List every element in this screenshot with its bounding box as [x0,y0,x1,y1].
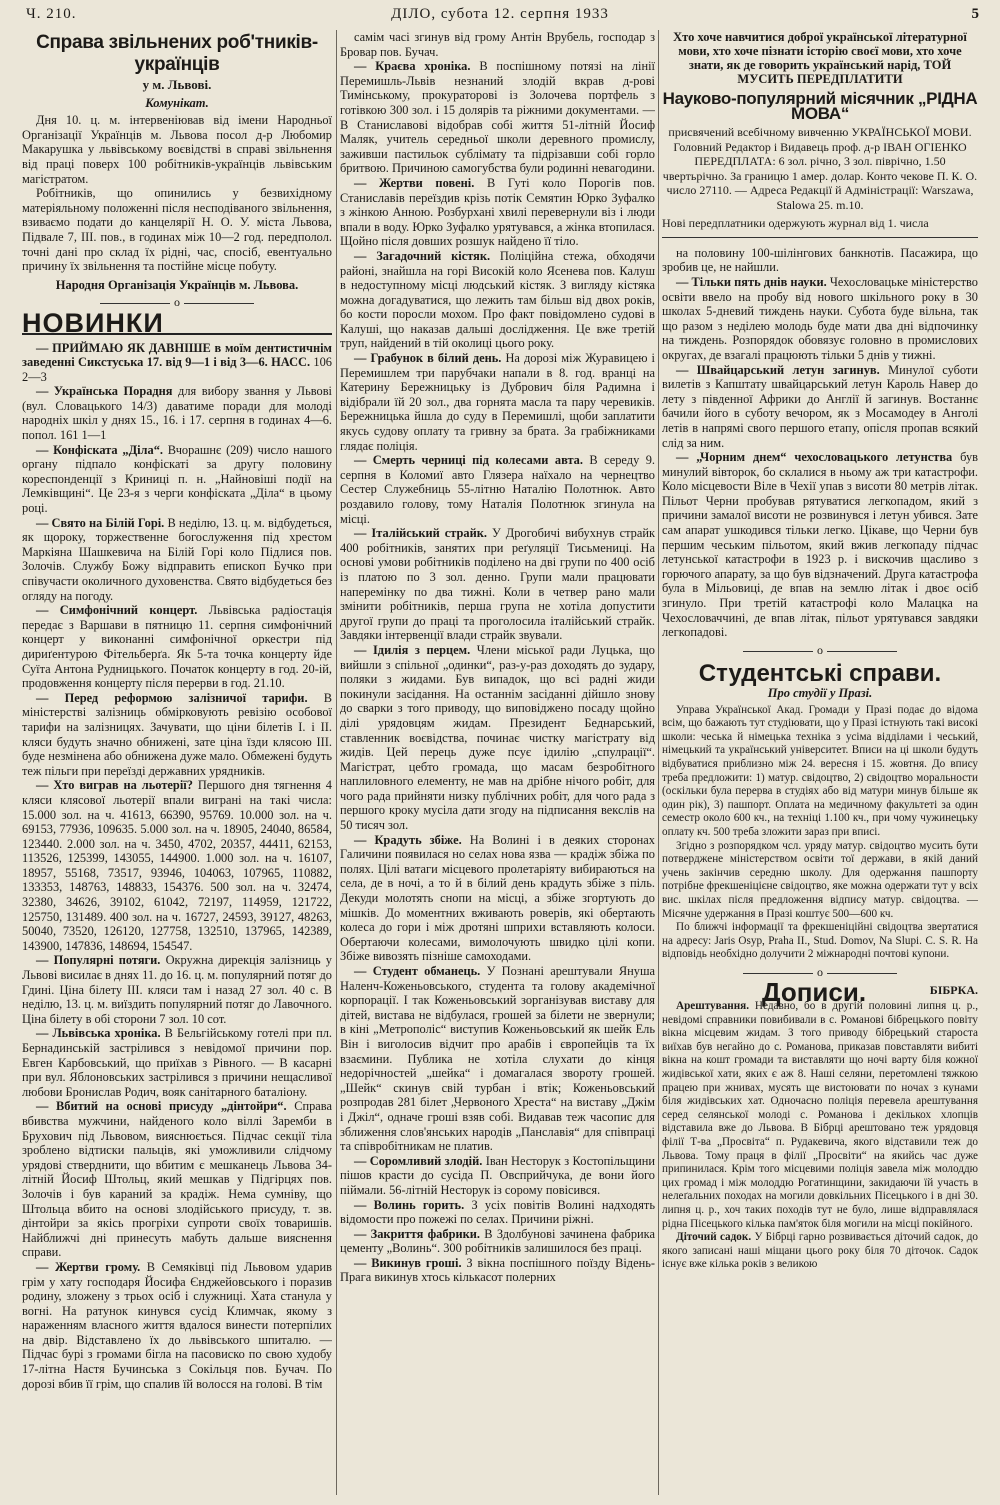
students-paragraph: Управа Української Акад. Громади у Празі подає до відома всім, що бажають тут студіювати, що у Празі істнують такі високі школи: чеська й німецька техніка з усіма відділами і чеський, німецький та український університет. Вписи на ці школи будуть відбуватися приблизно між 24. вересня і 15. жовтня. До впису треба предложити: 1) матур. свідоцтво, 2) свідоцтво моральности (оскільки була перерва в студіях або від матури минув більше як один рік), 3) пашпорт. Оплата на медичному факультеті за один семестр около 600 кч., на техніці 1.100 кч., при чому чужинецьку оплату кч. 500 треба зложити зараз при вписі. [662,703,978,838]
news-item-body: 106 2—3 [22,355,332,384]
news-item [22,778,332,953]
news-item-body: Чехословацьке міністерство освіти ввело на пробу від нового шкільного року в 30 школах 5-дневий тиждень науки. Субота буде вільна, так що разом з неділею молодь буде мати два дні відпочинку на тиждень. Розпорядок обовязує головно в промислових округах, де взагалі працюють тільки 5 днів у тижні. [662,274,978,362]
news-item [662,275,978,363]
news-item [662,1231,978,1272]
ad-note: Нові передплатники одержують журнал від 1. числа [662,216,929,231]
news-item-body: У Познані арештували Януша Наленч-Коженьовського, студента та голову академічної корпорації. І так Коженьовський зорганізував виставу для дітей, вистава не відбулася, грошей за білети не звернули; в кіні „Метрополіс“ виступив Коженьовський як шейк Ель Він і виголосив відчит про арабів і європейців та їх взаємини. Публика не хотіла слухати до кінця недорічностей „шейка“ і домагалася звороту грошей. „Шейк“ скинув свій турбан і втік; Коженьовський розпродав 281 білет „Червоного Хреста“ на виставу „Джім і Джіл“, одначе гроші взяв собі. Видавав теж часопис для зближення слов'янських народів „Панславія“ для співпраці та співробітникам не платив. [340,964,655,1154]
masthead-date: ДІЛО, субота 12. серпня 1933 [391,6,609,22]
news-item-title: — Популярні потяги. [36,953,161,968]
news-item-body: В Гуті коло Порогів пов. Станиславів переїздив крізь потік Семятин Юрко Зуфалко з жінкою Анною. Розбурхані хвилі перевернули віз і люди впали в воду. Юрко Зуфалко урятувався, а жінка втопилася. Щойно після довших розшук найдено її тіло. [340,175,655,249]
news-list [662,246,978,640]
column-divider [658,30,659,1495]
news-item [22,603,332,691]
news-item-body: Недавно, бо в другій половині липня ц. р., невідомі справники повибивали в с. Романові бібрецького повіту вікна місцевим жидам. З того приводу бібрецький староста виїхав був негайно до с. Романова, приказав повставляти вибиті вікна на кошт громади та виставляти що ночі варту біля кожної жидівської хати, яких є аж 8. Наші селяни, перетомлені тяжкою працею при жнивах, мусять ще вистоювати по ночах з кунами біля жидівських хат. Одночасно поліція перевела арештування серед селянської молоді с. Романова і декількох хлопців відставила вже до Львова. В Бібрці арештовано теж урядовця філії Т-ва „Просвіта“ п. Рудакевича, якого відставили теж до Львова. Тому праця в філії „Просвіти“ на якийсь час дуже припинилася. Крім того місцевими поліція завела між молоддю цих громад і між молоддю Рогатинщини, закидаючи їй участь в нелеґальних походах на могили довкільних Пісецького і в дні 30. липня ц. р., хоч таких походів тут не було, лише відправлялася рідна Пісецького кілька пам'яток біля могили на місці покійного. [662,1000,978,1230]
news-list [340,30,655,1285]
ad-intro: Хто хоче навчитися доброї української літературної мови, хто хоче пізнати історію своєї мови, хто хоче знати, як де говорить український нарід, ТОЙ МУСИТЬ ПЕРЕДПЛАТИТИ [673,30,967,86]
news-item-title: — Студент обманець. [354,964,481,978]
news-item-title: — Перед реформою залізничої тарифи. [36,690,308,705]
news-item-body: В Здолбунові зачинена фабрика цементу „Волинь“. 300 робітників залишилося без праці. [340,1226,655,1256]
page-number: 5 [971,6,980,22]
news-item [22,341,332,385]
news-item-title: — ПРИЙМАЮ ЯК ДАВНІШЕ в моїм дентистичнім заведенні Сикстуська 17. від 9—1 і від 3—6. НАСС. [22,340,332,370]
news-item-body: Справа вбивства мужчини, найденого коло віллі Заремби в Брухович під Львовом, вияснюється. Підчас секції тіла зроблено відтиски пальців, які уможливили слідчому урядові стверднити, що вбитим є мешканець Львова 34-літній Йосиф Штольц, який мешкав у Підгірцях пов. Золочів і був караний за крадіж. Нема сумніву, що Штольца вбито на основі злодійського присуду, т. зв. дінтойри за якісь прогріхи супроти своїх товаришів. Найближчі дні принесуть мабуть дальше вияснення справи. [22,1099,332,1260]
news-item-body: Іван Несторук з Костопільщини пішов красти до сусіда П. Овсприйчука, де вони його піймали. 56-літній Несторук із сорому повісився. [340,1153,655,1197]
news-item-body: З вікна поспішного поїзду Відень-Прага викинув хтось кількасот полерних [340,1255,655,1285]
news-item-title: — Італійський страйк. [354,526,487,541]
news-item-title: — Жертви грому. [36,1259,141,1274]
section-heading-news: НОВИНКИ [22,316,332,335]
news-item-body: Поліційна стежа, обходячи районі, знайшла на горі Високій коло Ясенева пов. Калуш в недоступному місці людський кістяк. З вигляду кістяка можна догадуватися, що лежить там більш від двох років, бо кости поросли мохом. Про факт повідомлено судові в Калуші, що наказав дальші дослідження. Це вже третій труп, найдений в тій околиці цього року. [340,248,655,351]
students-subtitle: Про студії у Празі. [767,686,873,700]
news-item-title: — Львівська хроніка. [36,1026,161,1041]
column-2 [340,30,655,1497]
news-item-body: У Дрогобичі вибухнув страйк 400 робітників, занятих при реґуляції Тисьмениці. На основі умови робітників поділено на дві групи по 400 осіб із платою по 3 зол. денно. Групи мали працювати наперемінку по два тижні. Коли в четвер рано мали змінити робітників, перша група не хотіла допустити другої групи до праці та проголосила італійський страйк. Завдяки інтервенції влади страйк звували. [340,526,655,643]
news-item [340,351,655,453]
news-item-title: — Конфіската „Діла“. [36,442,163,457]
article-signature: Народня Організація Українців м. Львова. [55,277,299,292]
news-item-title: — Смерть черниці під колесами авта. [354,453,583,468]
article-subtitle: у м. Львові. [142,77,212,92]
news-item-title: — Тільки пять днів науки. [676,274,827,289]
news-item-body: був минулий вівторок, бо склалися в ньому аж три катастрофи. Коло місцевости Віле в Чехії упав з висоти 80 метрів літак. Пільот Черни пробував рятуватися легкопадом, який з причини замалої висоти не розвинувся і летун убився. Зате сам апарат ушкодився тільки легко. Цікаве, що Черни був першим чеським пільотом, який вжив легкопаду підчас летунської катастрофи в 1923 р. і вискочив щасливо з горючого апарату, за що був відзначений. Друга катастрофа була в Мільовиці, де впав на землю літак і двоє осіб згинуло. При третій катастрофі коло Малацка на Чехословаччині, де впав літак, пільот урятувався завдяки легкопадові. [662,450,978,640]
news-item [22,384,332,442]
news-item [22,443,332,516]
news-item [340,249,655,351]
dateline-place: БІБРКА. [929,983,978,998]
news-item-body: З усіх повітів Волині надходять відомости про пожежі по селах. Причини ріжні. [340,1197,655,1227]
news-item-title: — Соромливий злодій. [354,1153,483,1168]
news-item-body: В поспішному потязі на лінії Перемишль-Львів незнаний злодій вкрав д-рові Тимінському, прокураторові із Золочева портфель з готівкою 300 зол. і 15 долярів та ріжними документами. — В Станиславові відобрав собі життя 51-літній Йосиф Маляк, учитель середньої школи деревного промислу, заживши пастильок сублімату та підрізавши собі горло бритвою. Причиною самогубства були родинні невагодини. [340,59,655,176]
news-item-title: — Жертви повені. [354,175,475,190]
column-divider [336,30,337,1495]
news-item-title: — Викинув гроші. [354,1255,462,1270]
news-item-body: самім часі згинув від грому Антін Врубель, господар з Бровар пов. Бучач. [340,30,655,59]
news-item [340,833,655,964]
dopysy-list [662,1000,978,1272]
news-item-title: — Загадочний кістяк. [354,248,491,263]
separator: o [662,965,978,980]
news-item-body: для вибору звання у Львові (вул. Словацького 14/3) даватиме поради для молоді народніх шкіл у днях 15., 16. і 17. серпня в годинах 4—6. попол. 161 1—1 [22,384,332,443]
news-item-title: — Хто виграв на льотерії? [36,778,193,793]
news-item-body: У Бібрці гарно розвивається діточий садок, до якого записані наші міщани цього року біля 70 діточок. Садок існує вже кілька років з великою [662,1231,978,1271]
news-item [340,1256,655,1285]
column-1 [22,30,332,1497]
news-item [340,176,655,249]
news-item [340,59,655,176]
news-item [662,1000,978,1231]
news-item [340,526,655,643]
article-paragraph: Робітників, що опинились у безвихідному матеріяльному положенні після несподіваного звільнення, взиваємо подати до канцелярії Н. О. У. міста Львова, Підвале 7, III. пов., в годинах між 10—2 год. передполол. точні дані про склад їх рідні, час, спосіб, евентуально причину їх звільнення та постійне місце побуту. [22,186,332,274]
section-heading-students: Студентські справи. [698,660,942,688]
news-item-body: На Волині і в деяких сторонах Галичини появилася но селах нова язва — крадіж збіжа по полях. Цілі ватаги місцевого пролетаріяту вибираються на села, де в ночі, а то й в білий день крадуть збіже з піль. Декуди молотять снопи на місці, а збіже згортують до мішків. До моментних вживають роверів, які обертають колеса до гори і між дротяні шприхи вставляють колоси. Обертаючи колесами, вимолочують швидко цілі копи. Збіже вивозять пізніше самоходами. [340,832,655,964]
news-item-body: В середу 9. серпня в Коломиї авто Глязера наїхало на чернецтво Сестер Служебниць 55-літню Наталію Полотнюк. Авто роздавило голову, тому Наталія Полотнюк згинула на місці. [340,453,655,526]
news-item [340,643,655,833]
news-item [22,691,332,779]
article-paragraph: Дня 10. ц. м. інтервеніював від імени Народньої Організації Українців м. Львова посол д-р Любомир Макарушка у львівському воєвідстві в справі звільнення від праці поверх 100 робітників-українців львівським магістратом. [22,113,332,186]
news-item-title: — Швайцарський летун загинув. [676,362,880,377]
news-item-title: — Ідилія з перцем. [354,642,471,657]
separator: o [662,643,978,658]
news-item-body: Першого дня тягнення 4 кляси клясової льотерії впали виграні на такі числа: 15.000 зол. на ч. 41613, 66390, 95769. 10.000 зол. на ч. 69153, 77936, 109635. 5.000 зол. на ч. 18905, 24040, 86584, 123440. 2.000 зол. на ч. 3450, 4702, 20357, 44411, 62153, 113526, 125399, 143055, 144900. 1.000 зол. на ч. 16107, 18957, 55168, 73517, 93946, 104063, 107965, 110882, 133353, 148763, 148833, 154376. 500 зол. на ч. 32474, 32380, 34626, 39102, 61042, 72197, 114959, 121722, 125750, 131489. 400 зол. на ч. 16727, 24593, 39127, 48263, 50040, 73520, 126120, 127758, 132510, 137965, 142389, 143900, 147836, 148694, 154547. [22,778,332,953]
news-item [340,964,655,1154]
separator: o [22,295,332,310]
students-paragraph: По ближчі інформації та фрекшеніційні свідоцтва звертатися на адресу: Jaris Osyp, Praha II., Stud. Domov, Na Slupi. C. S. R. На відповідь необхідно долучити 2 міжнародні почтові купони. [662,921,978,961]
news-item-body: В Бельгійському готелі при пл. Бернадинській застрілився з невідомої причини пор. Евген Карбовський, що приїхав з Рівного. — В касарні при вул. Яблоновських застрілився з причини нещасливої любови Бронислав Родич, вояк санітарного баталіону. [22,1026,332,1099]
news-item-body: В Семяківці під Львовом ударив грім у хату господаря Йосифа Єнджейовського і поразив родину, зложену з трьох осіб і служниці. Хата станула у вогні. На ратунок кинувся сусід Климчак, якому з нараженням власного життя вдалося винести потерпілих на двір. Відставлено їх до львівського шпиталю. — Підчас бурі з громами бігла на пасовиско по свою худобу 17-літна Настя Бучинська з Сокільця пов. Бучач. По дорозі вбив її грім, що спалив їй волосся на голові. В тім [22,1259,332,1391]
news-item [22,953,332,1026]
article-title: Справа звільнених роб'тників-українців [36,32,318,75]
news-item [22,1099,332,1260]
news-item-title: — Закриття фабрики. [354,1226,480,1241]
news-list [22,341,332,1392]
news-item-title: — Волинь горить. [354,1197,465,1212]
news-item [340,1198,655,1227]
news-item-body: на половину 100-шілінгових банкнотів. Пасажира, що зробив це, не найшли. [662,245,978,275]
section-heading-dopysy: Дописи. [762,977,867,1008]
ad-body: присвячений всебічному вивченню УКРАЇНСЬКОЇ МОВИ. Головний Редактор і Видавець проф. д-р ІВАН ОГІЕНКО ПЕРЕДПЛАТА: 6 зол. річно, 3 зол. піврічно, 1.50 чвертьрічно. За границю 1 амер. долар. Конто чекове П. К. О. число 27110. — Адреса Редакції й Адміністрації: Warszawa, Stalowa 25. m.10. [662,125,978,212]
students-article [662,704,978,962]
news-item-body: На дорозі між Журавицею і Перемишлем три парубчаки напали в 8. год. вранці на Катерину Бережницьку із Дубрович біля Радимна і відібрали їй 20 зол., два горнята масла та пару черевиків. Бережницька йшла до суду в Перемишлі, щоби заплатити якусь судову оплату та гривну за брата. За грабіжниками глядає поліція. [340,351,655,453]
news-item [340,1227,655,1256]
news-item [22,1260,332,1391]
news-item [340,30,655,59]
page-header [18,4,982,26]
news-item-title: — Крадуть збіже. [354,832,462,847]
news-item-title: — Вбитий на основі присуду „дінтойри“. [36,1099,287,1114]
news-item-body: Вчорашнє (209) число нашого органу підпало конфіскаті за другу половину кореспонденції з Криниці п. н. „Найновіші події на Лемківщині“. Це 23-я з черги конфіската „Діла“ в цьому році. [22,442,332,516]
advertisement [662,30,978,238]
news-item-body: Минулої суботи вилетів з Капштату швайцарський летун Кароль Навер до лету з південної Африки до Англії й загинув. Востаннє бачили його в суботу вечором, як з Мосамодеу в Анголі летів в напрямі свого першого етапу, опісля пропав всякий слід за ним. [662,362,978,450]
news-item [340,453,655,526]
news-item [22,1026,332,1099]
news-item-body: В міністерстві залізниць обмірковують ревізію особової тарифи на залізницях. Зачувати, що ціни білетів I. і II. кляси будуть значно обнижені, зате ціна їзди клясою III. буде незмінена або обнижена дуже мало. Обмежені будуть теж пільги при переїзді державних урядників. [22,690,332,778]
news-item-title: Арештування. [676,1000,750,1013]
news-item-title: Діточий садок. [676,1231,752,1244]
news-item-title: — Свято на Білій Горі. [36,515,165,530]
news-item-title: — Українська Порадня [36,384,173,399]
news-item-title: — Симфонічний концерт. [36,603,198,618]
news-item-body: Члени міської ради Луцька, що вийшли з спільної „одинки“, раз-у-раз доходять до зудару, поляки з жидами. Був випадок, що всі радні жиди покинули засідання. На останнім засіданні дійшло знову до сварки з того приводу, що виповіджено посаду щойно ділі урядовцям жидам. Президент Беднарський, ставленник воєвідства, починає чистку магістрату від жидів. Цей перець дуже псує ідилію „спулрації“. Магістрат, цебто громада, що масам безробітного наплиловного елементу, не мав на дрібне нічого робіт, для чого рада прийняти низку публічних робіт, для чого рада з першого кроку мусіла дати згоду на підписання векслів на 50 тисяч зол. [340,642,655,833]
news-item-body: Львівська радіостація передає з Варшави в пятницю 11. серпня симфонічний концерт у виконанні симфонічної оркестри під дириґентурою Фітельберґа. Як 5-та точка концерту йде Суїта Антона Рудницького. Початок концерту в год. 20-ій, продовження концерту після перерви в год. 21.10. [22,603,332,691]
news-item-body: Окружна дирекція залізниць у Львові висилає в днях 11. до 16. ц. м. популярний потяг до Гдині. Ціна білету III. кляси там і назад 27 зол. 40 с. В неділю, 13. ц. м. виїздить популярний потяг до Лавочного. Ціна білету в обі сторони 7 зол. 10 сот. [22,953,332,1026]
news-item-title: — Грабунок в білий день. [354,351,502,366]
news-item-title: — „Чорним днем“ чехословацького летунства [676,450,953,465]
news-item-title: — Краєва хроніка. [354,59,471,74]
issue-number: Ч. 210. [26,6,77,22]
news-item [340,1154,655,1198]
news-item-body: В неділю, 13. ц. м. відбудеться, як щороку, торжественне богослуження під хрестом Маркіяна Шашкевича на Білій Горі коло Підлися пов. Золочів. Службу Божу відправить епископ Бучко при співучасти околичного духовенства. Свято відбудеться без огляду на погоду. [22,515,332,603]
students-paragraph: Згідно з розпорядком чсл. уряду матур. свідоцтво мусить бути потверджене міністерством освіти тої держави, в якій даний учень закінчив середню школу. Для одержання пашпорту потрібне фрекшеніцієне свідоцтво, яке можна одержати тут у всіх вис. шкілах після предложення відпису матур. свідоцтва. — Місячне удержання в Празі коштує 500—600 кч. [662,839,978,920]
news-item [22,516,332,604]
news-item [662,246,978,275]
news-item [662,450,978,640]
column-3 [662,30,978,1497]
ad-headline: Науково-популярний місячник „РІДНА МОВА“ [662,89,978,123]
news-item [662,363,978,451]
communique-label: Комунікат. [145,95,209,110]
